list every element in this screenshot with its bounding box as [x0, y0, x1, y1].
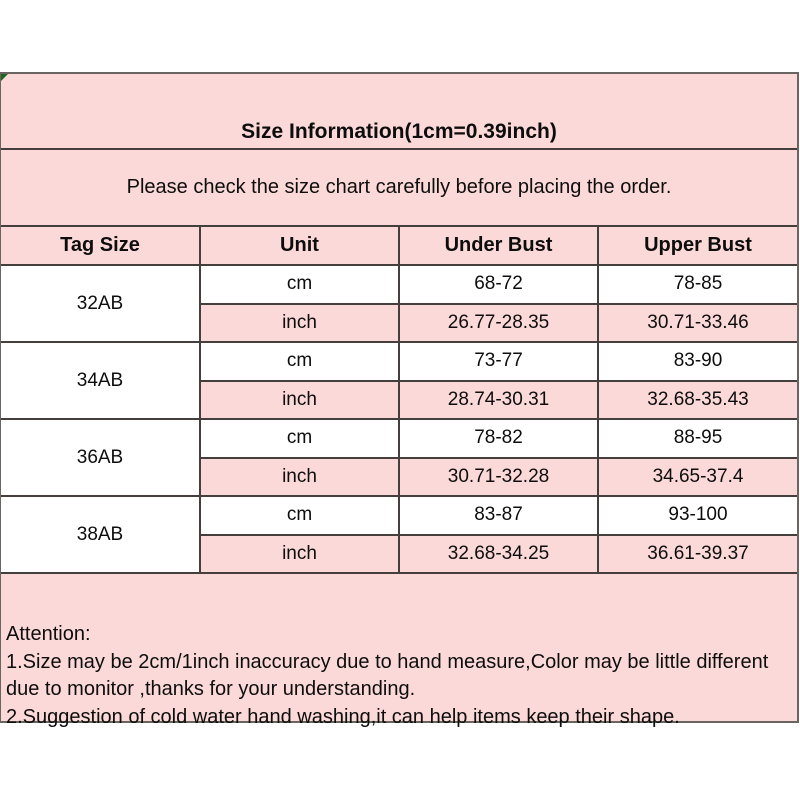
unit-cell: inch	[200, 458, 399, 497]
size-chart-panel	[0, 72, 799, 728]
header-upper-bust: Upper Bust	[598, 226, 797, 265]
under-bust-cell: 83-87	[399, 496, 598, 535]
attention-line: 2.Suggestion of cold water hand washing,it can help items keep their shape.	[6, 705, 680, 728]
attention-heading: Attention:	[6, 623, 91, 645]
subtitle-band	[1, 150, 797, 225]
upper-bust-cell: 32.68-35.43	[598, 381, 797, 420]
unit-cell: cm	[200, 419, 399, 458]
upper-bust-cell: 30.71-33.46	[598, 304, 797, 343]
green-corner-mark	[1, 74, 8, 81]
header-unit: Unit	[200, 226, 399, 265]
size-table	[1, 225, 797, 574]
header-under-bust: Under Bust	[399, 226, 598, 265]
attention-line: 1.Size may be 2cm/1inch inaccuracy due to hand measure,Color may be little different	[6, 650, 769, 673]
tag-size-cell: 32AB	[1, 265, 200, 342]
header-tag-size: Tag Size	[1, 226, 200, 265]
page-subtitle: Please check the size chart carefully before placing the order.	[126, 176, 672, 198]
under-bust-cell: 32.68-34.25	[399, 535, 598, 574]
under-bust-cell: 73-77	[399, 342, 598, 381]
upper-bust-cell: 88-95	[598, 419, 797, 458]
upper-bust-cell: 36.61-39.37	[598, 535, 797, 574]
title-band	[1, 74, 797, 150]
unit-cell: inch	[200, 381, 399, 420]
unit-cell: cm	[200, 496, 399, 535]
table-row	[1, 419, 797, 458]
page-title: Size Information(1cm=0.39inch)	[241, 120, 557, 143]
under-bust-cell: 78-82	[399, 419, 598, 458]
upper-bust-cell: 83-90	[598, 342, 797, 381]
under-bust-cell: 30.71-32.28	[399, 458, 598, 497]
tag-size-cell: 38AB	[1, 496, 200, 573]
unit-cell: cm	[200, 342, 399, 381]
tag-size-cell: 34AB	[1, 342, 200, 419]
upper-bust-cell: 93-100	[598, 496, 797, 535]
upper-bust-cell: 78-85	[598, 265, 797, 304]
under-bust-cell: 26.77-28.35	[399, 304, 598, 343]
under-bust-cell: 28.74-30.31	[399, 381, 598, 420]
unit-cell: inch	[200, 304, 399, 343]
tag-size-cell: 36AB	[1, 419, 200, 496]
unit-cell: cm	[200, 265, 399, 304]
attention-section	[1, 574, 797, 731]
under-bust-cell: 68-72	[399, 265, 598, 304]
size-table-header-row	[1, 226, 797, 265]
attention-line: due to monitor ,thanks for your understanding.	[6, 678, 416, 700]
table-row	[1, 342, 797, 381]
unit-cell: inch	[200, 535, 399, 574]
upper-bust-cell: 34.65-37.4	[598, 458, 797, 497]
table-row	[1, 265, 797, 304]
table-row	[1, 496, 797, 535]
